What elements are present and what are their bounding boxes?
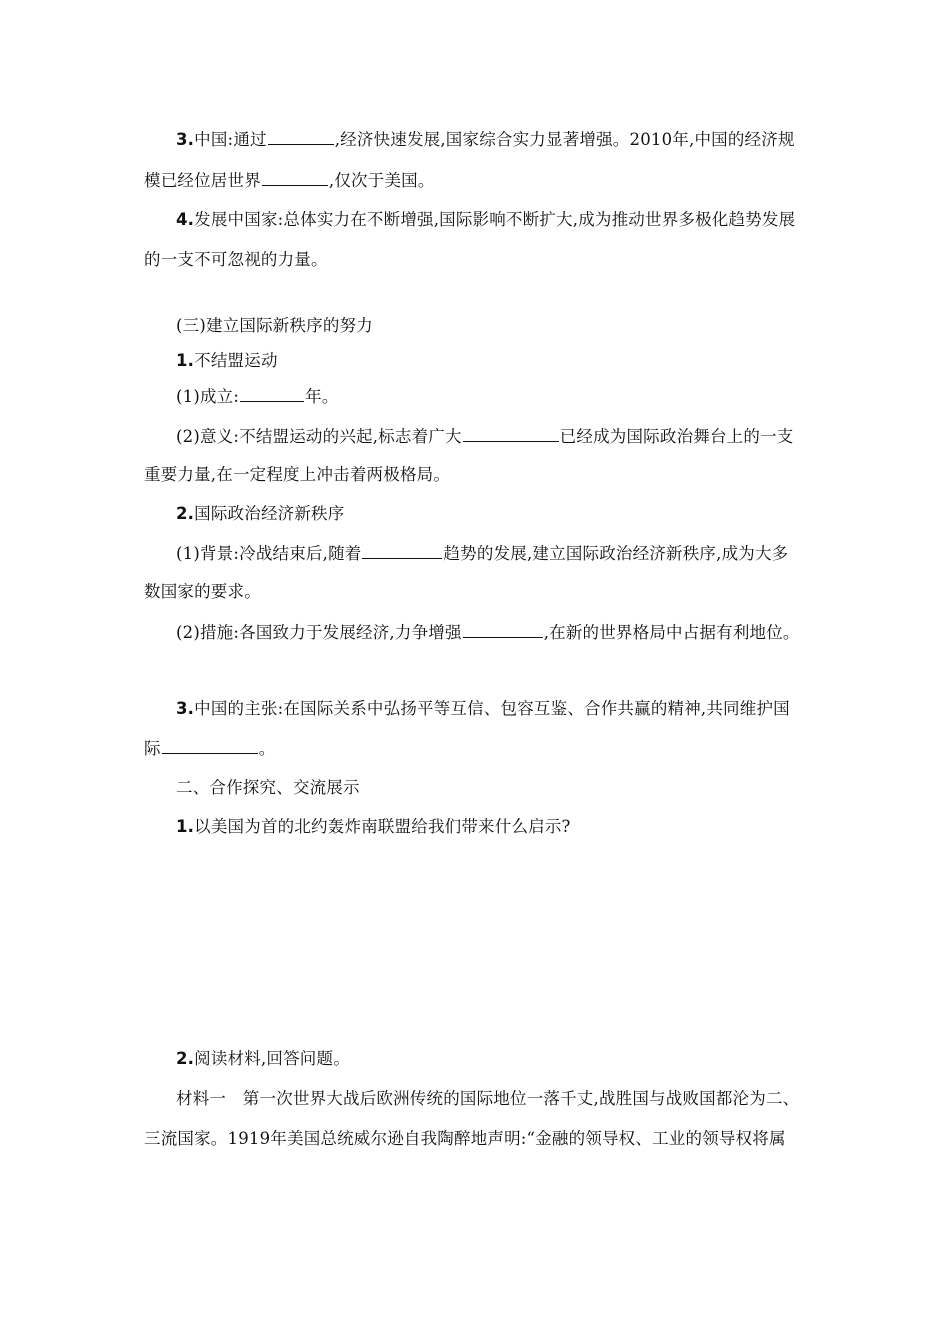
- text: ,经济快速发展,国家综合实力显著增强。2010年,中国的经济规: [334, 130, 795, 149]
- text: 。: [258, 739, 276, 758]
- material-1-line2: 三流国家。1919年美国总统威尔逊自我陶醉地声明:“金融的领导权、工业的领导权将属: [144, 1129, 786, 1148]
- text: ,仅次于美国。: [328, 171, 435, 190]
- item-1-founded: [176, 384, 339, 409]
- answer-blank[interactable]: [162, 736, 258, 754]
- answer-blank[interactable]: [463, 424, 559, 442]
- item-2-background-line2: 数国家的要求。: [144, 582, 261, 601]
- item-number: 3.: [176, 130, 195, 149]
- text: 不结盟运动: [194, 351, 278, 370]
- text: 际: [144, 739, 161, 758]
- section-heading-cooperation: 二、合作探究、交流展示: [176, 778, 360, 797]
- section-heading-new-order: (三)建立国际新秩序的努力: [176, 316, 373, 335]
- item-3-china-line1: [176, 127, 795, 152]
- text: 年。: [305, 387, 339, 406]
- answer-blank[interactable]: [262, 168, 328, 186]
- material-1-line1: 材料一 第一次世界大战后欧洲传统的国际地位一落千丈,战胜国与战败国都沦为二、: [176, 1089, 800, 1108]
- item-number: 1.: [176, 817, 195, 836]
- text: 中国:通过: [194, 130, 267, 149]
- item-number: 3.: [176, 699, 195, 718]
- text: 已经成为国际政治舞台上的一支: [559, 427, 794, 446]
- question-1: [176, 815, 571, 839]
- text: 模已经位居世界: [144, 171, 261, 190]
- text: (1)成立:: [176, 387, 240, 406]
- text: 阅读材料,回答问题。: [194, 1049, 350, 1068]
- item-2-background-line1: [176, 541, 788, 566]
- answer-blank[interactable]: [463, 620, 543, 638]
- text: 中国的主张:在国际关系中弘扬平等互信、包容互鉴、合作共赢的精神,共同维护国: [194, 699, 790, 718]
- item-3-china-line2: [144, 168, 435, 193]
- item-1-significance-line1: [176, 424, 794, 449]
- answer-blank[interactable]: [240, 384, 304, 402]
- text: (1)背景:冷战结束后,随着: [176, 544, 362, 563]
- item-3-china-stance-line1: [176, 697, 790, 721]
- text: 国际政治经济新秩序: [194, 504, 345, 523]
- text: 趋势的发展,建立国际政治经济新秩序,成为大多: [443, 544, 789, 563]
- item-number: 2.: [176, 504, 195, 523]
- item-number: 4.: [176, 210, 195, 229]
- item-2-measures: [176, 620, 800, 645]
- item-number: 2.: [176, 1049, 195, 1068]
- text: ,在新的世界格局中占据有利地位。: [543, 623, 800, 642]
- question-2: [176, 1047, 350, 1071]
- answer-blank[interactable]: [362, 541, 442, 559]
- item-3-china-stance-line2: [144, 736, 275, 761]
- answer-blank[interactable]: [268, 127, 334, 145]
- text: (2)措施:各国致力于发展经济,力争增强: [176, 623, 462, 642]
- text: 发展中国家:总体实力在不断增强,国际影响不断扩大,成为推动世界多极化趋势发展: [194, 210, 796, 229]
- item-1-title: [176, 349, 278, 373]
- answer-space[interactable]: [144, 850, 804, 1030]
- item-number: 1.: [176, 351, 195, 370]
- item-4-developing-line1: [176, 208, 795, 232]
- text: 以美国为首的北约轰炸南联盟给我们带来什么启示?: [194, 817, 571, 836]
- item-1-significance-line2: 重要力量,在一定程度上冲击着两极格局。: [144, 465, 451, 484]
- text: (2)意义:不结盟运动的兴起,标志着广大: [176, 427, 462, 446]
- item-4-developing-line2: 的一支不可忽视的力量。: [144, 250, 328, 269]
- item-2-title: [176, 502, 344, 526]
